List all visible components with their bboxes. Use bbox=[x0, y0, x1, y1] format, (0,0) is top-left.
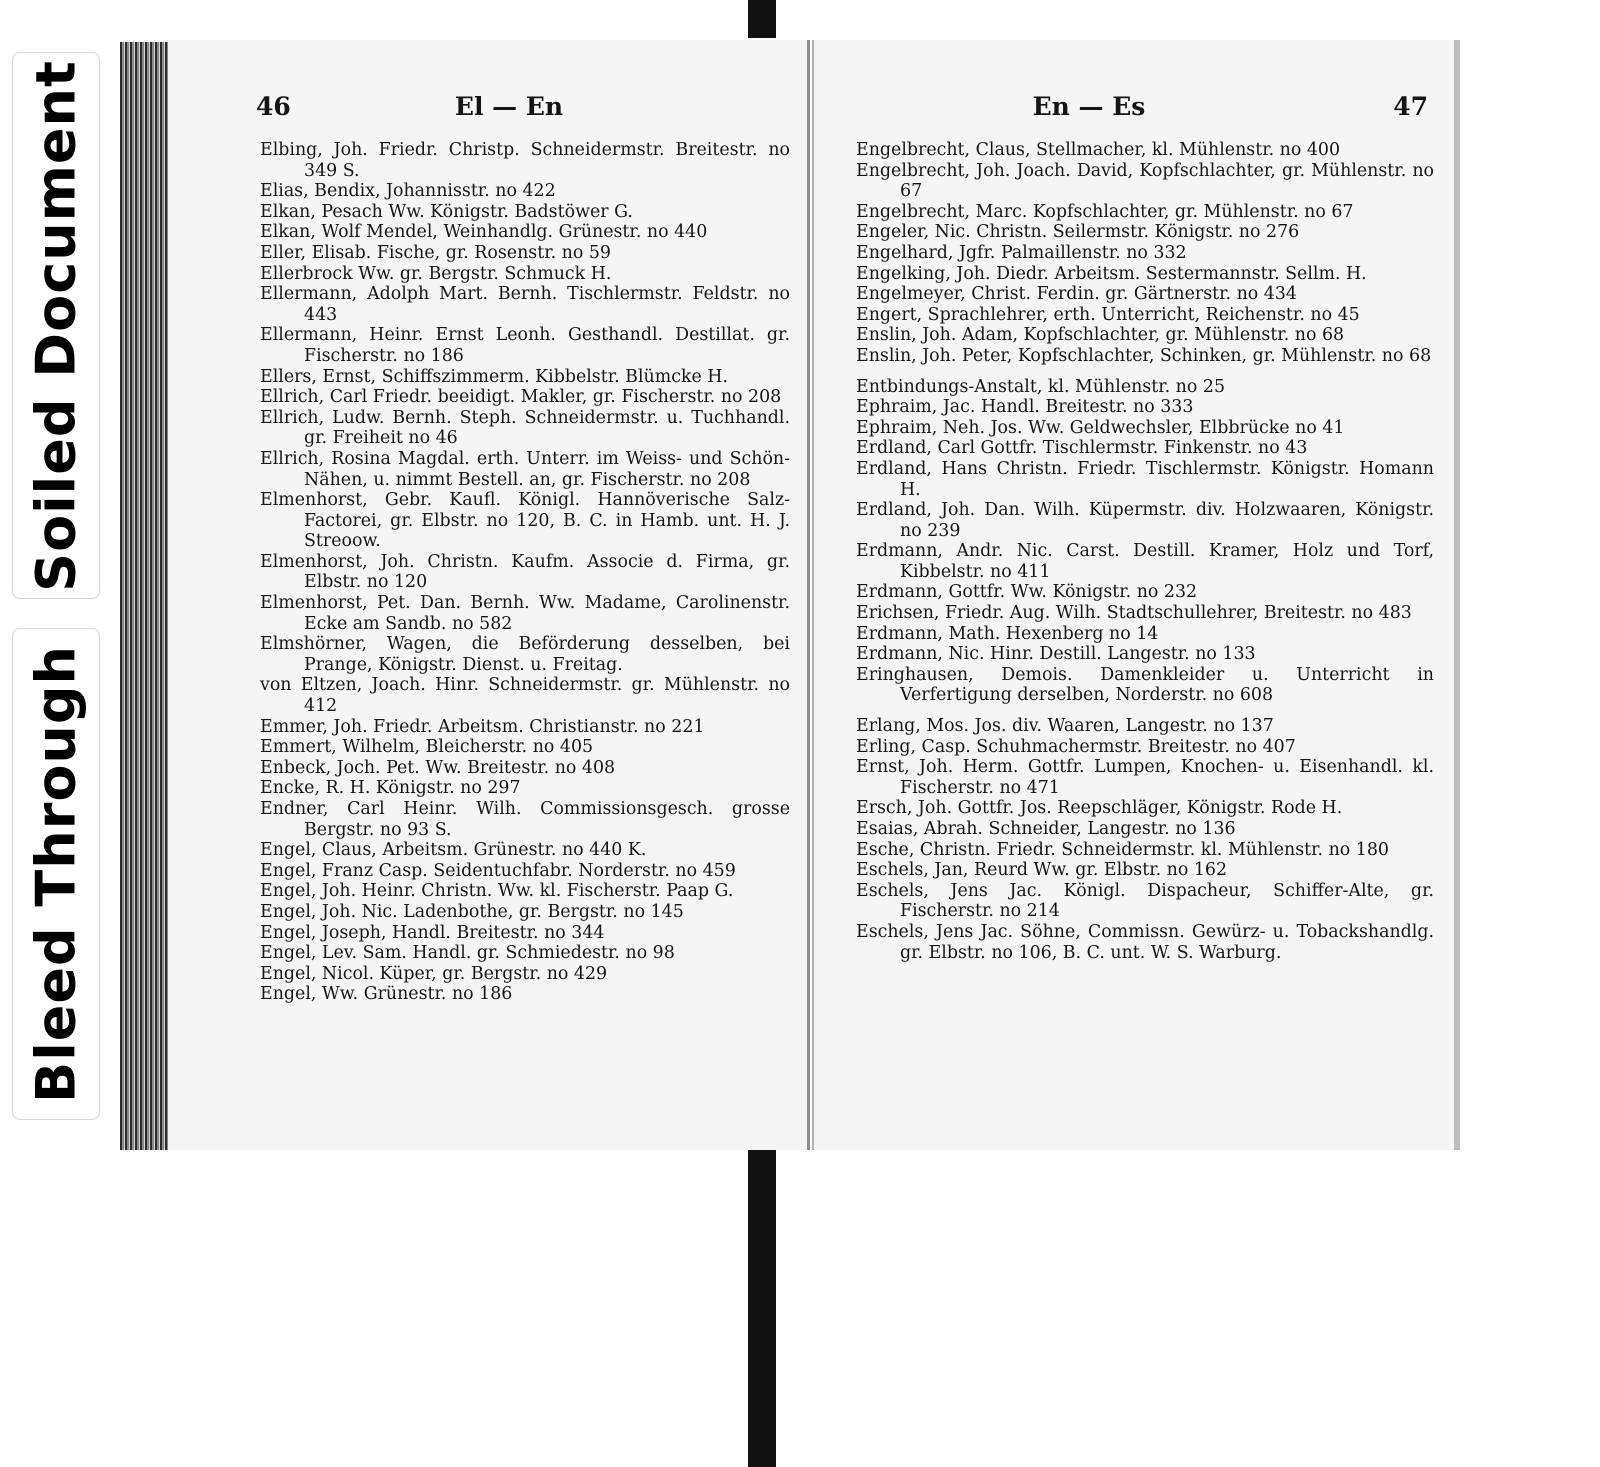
directory-entry: Ellrich, Rosina Magdal. erth. Unterr. im Weiss- und Schön-Nähen, u. nimmt Bestell. an, gr. Fischerstr. no 208 bbox=[260, 448, 790, 490]
right-page-header: En — Es bbox=[1032, 92, 1146, 121]
directory-entry: Erichsen, Friedr. Aug. Wilh. Stadtschullehrer, Breitestr. no 483 bbox=[856, 603, 1412, 624]
bleed-through-label: Bleed Through bbox=[24, 645, 88, 1103]
directory-entry: Engel, Ww. Grünestr. no 186 bbox=[260, 984, 513, 1005]
left-page-number: 46 bbox=[256, 92, 291, 121]
soiled-document-label: Soiled Document bbox=[24, 59, 88, 592]
directory-entry: Engel, Nicol. Küper, gr. Bergstr. no 429 bbox=[260, 963, 608, 984]
directory-entry: Ellermann, Adolph Mart. Bernh. Tischlermstr. Feldstr. no 443 bbox=[260, 284, 790, 325]
directory-entry: Ersch, Joh. Gottfr. Jos. Reepschläger, Königstr. Rode H. bbox=[856, 798, 1343, 819]
directory-entry: Engert, Sprachlehrer, erth. Unterricht, Reichenstr. no 45 bbox=[856, 304, 1360, 325]
directory-entry: Ellerbrock Ww. gr. Bergstr. Schmuck H. bbox=[260, 263, 612, 284]
directory-entry: Elmenhorst, Pet. Dan. Bernh. Ww. Madame, Carolinenstr. Ecke am Sandb. no 582 bbox=[260, 593, 790, 634]
directory-entry: Elkan, Pesach Ww. Königstr. Badstöwer G. bbox=[260, 201, 633, 222]
directory-entry: Elmenhorst, Joh. Christn. Kaufm. Associe d. Firma, gr. Elbstr. no 120 bbox=[260, 551, 790, 593]
left-page-header: El — En bbox=[454, 92, 564, 121]
directory-entry: Erling, Casp. Schuhmachermstr. Breitestr. no 407 bbox=[856, 736, 1296, 757]
directory-entry: Ephraim, Neh. Jos. Ww. Geldwechsler, Elbbrücke no 41 bbox=[856, 417, 1345, 438]
directory-entry: Elmenhorst, Gebr. Kaufl. Königl. Hannöverische Salz-Factorei, gr. Elbstr. no 120, B. C. in Hamb. unt. H. J. Streoow. bbox=[260, 490, 790, 552]
directory-entry: Elkan, Wolf Mendel, Weinhandlg. Grünestr. no 440 bbox=[260, 222, 708, 243]
left-page bbox=[168, 40, 810, 1150]
directory-entry: Emmer, Joh. Friedr. Arbeitsm. Christianstr. no 221 bbox=[260, 716, 705, 737]
directory-entry: Enslin, Joh. Adam, Kopfschlachter, gr. Mühlenstr. no 68 bbox=[856, 325, 1345, 346]
right-page-number: 47 bbox=[1393, 92, 1428, 121]
directory-entry: Erdmann, Nic. Hinr. Destill. Langestr. no 133 bbox=[856, 644, 1256, 665]
directory-entry: Erdland, Carl Gottfr. Tischlermstr. Finkenstr. no 43 bbox=[856, 438, 1308, 459]
directory-entry: Entbindungs-Anstalt, kl. Mühlenstr. no 25 bbox=[856, 376, 1226, 397]
bleed-through-tab bbox=[12, 628, 100, 1120]
directory-entry: Engelmeyer, Christ. Ferdin. gr. Gärtnerstr. no 434 bbox=[856, 284, 1297, 305]
directory-entry: Erdland, Hans Christn. Friedr. Tischlermstr. Königstr. Homann H. bbox=[856, 458, 1434, 500]
directory-entry: Eschels, Jens Jac. Königl. Dispacheur, Schiffer-Alte, gr. Fischerstr. no 214 bbox=[856, 880, 1434, 922]
right-page bbox=[812, 40, 1460, 1150]
directory-entry: Erdmann, Andr. Nic. Carst. Destill. Kramer, Holz und Torf, Kibbelstr. no 411 bbox=[856, 541, 1434, 582]
directory-entry: Esche, Christn. Friedr. Schneidermstr. kl. Mühlenstr. no 180 bbox=[856, 839, 1389, 860]
directory-entry: Esaias, Abrah. Schneider, Langestr. no 136 bbox=[856, 819, 1236, 839]
directory-entry: Erdland, Joh. Dan. Wilh. Küpermstr. div. Holzwaaren, Königstr. no 239 bbox=[856, 500, 1434, 541]
directory-entry: Eschels, Jan, Reurd Ww. gr. Elbstr. no 162 bbox=[856, 860, 1228, 881]
directory-entry: Engelhard, Jgfr. Palmaillenstr. no 332 bbox=[856, 242, 1187, 263]
directory-entry: Engel, Franz Casp. Seidentuchfabr. Norderstr. no 459 bbox=[260, 860, 736, 881]
spine-top bbox=[748, 0, 776, 38]
book-page-edges bbox=[120, 42, 168, 1150]
directory-entry: Enslin, Joh. Peter, Kopfschlachter, Schinken, gr. Mühlenstr. no 68 bbox=[856, 345, 1432, 366]
directory-entry: Engeler, Nic. Christn. Seilermstr. Königstr. no 276 bbox=[856, 222, 1300, 243]
directory-entry: Engelbrecht, Marc. Kopfschlachter, gr. Mühlenstr. no 67 bbox=[856, 201, 1354, 222]
directory-entry: Engel, Lev. Sam. Handl. gr. Schmiedestr. no 98 bbox=[260, 943, 675, 964]
directory-entry: Engelbrecht, Joh. Joach. David, Kopfschlachter, gr. Mühlenstr. no 67 bbox=[856, 160, 1434, 202]
directory-entry: Elbing, Joh. Friedr. Christp. Schneidermstr. Breitestr. no 349 S. bbox=[260, 140, 790, 181]
directory-entry: Emmert, Wilhelm, Bleicherstr. no 405 bbox=[260, 737, 594, 758]
right-entry-list bbox=[856, 140, 1434, 963]
directory-entry: Engelking, Joh. Diedr. Arbeitsm. Sestermannstr. Sellm. H. bbox=[856, 263, 1367, 284]
directory-entry: Eller, Elisab. Fische, gr. Rosenstr. no 59 bbox=[260, 242, 611, 263]
directory-entry: Ephraim, Jac. Handl. Breitestr. no 333 bbox=[856, 397, 1194, 418]
directory-entry: Ellers, Ernst, Schiffszimmerm. Kibbelstr. Blümcke H. bbox=[260, 366, 729, 387]
directory-entry: Eschels, Jens Jac. Söhne, Commissn. Gewürz- u. Tobackshandlg. gr. Elbstr. no 106, B. C. unt. W. S. Warburg. bbox=[856, 921, 1434, 963]
directory-entry: von Eltzen, Joach. Hinr. Schneidermstr. gr. Mühlenstr. no 412 bbox=[260, 675, 790, 717]
directory-entry: Engel, Claus, Arbeitsm. Grünestr. no 440 K. bbox=[260, 840, 647, 861]
directory-entry: Engel, Joh. Nic. Ladenbothe, gr. Bergstr. no 145 bbox=[260, 901, 684, 922]
directory-entry: Elias, Bendix, Johannisstr. no 422 bbox=[260, 181, 556, 202]
directory-entry: Engelbrecht, Claus, Stellmacher, kl. Mühlenstr. no 400 bbox=[856, 140, 1341, 160]
directory-entry: Erlang, Mos. Jos. div. Waaren, Langestr. no 137 bbox=[856, 716, 1274, 737]
directory-entry: Elmshörner, Wagen, die Beförderung desselben, bei Prange, Königstr. Dienst. u. Freitag. bbox=[260, 634, 790, 675]
directory-entry: Erdmann, Math. Hexenberg no 14 bbox=[856, 623, 1159, 644]
soiled-document-tab bbox=[12, 52, 100, 599]
directory-entry: Ellrich, Ludw. Bernh. Steph. Schneidermstr. u. Tuchhandl. gr. Freiheit no 46 bbox=[260, 407, 790, 449]
directory-entry: Engel, Joh. Heinr. Christn. Ww. kl. Fischerstr. Paap G. bbox=[260, 881, 734, 902]
directory-entry: Endner, Carl Heinr. Wilh. Commissionsgesch. grosse Bergstr. no 93 S. bbox=[260, 799, 790, 840]
directory-entry: Engel, Joseph, Handl. Breitestr. no 344 bbox=[260, 922, 605, 943]
directory-entry: Eringhausen, Demois. Damenkleider u. Unterricht in Verfertigung derselben, Norderstr. no 608 bbox=[856, 664, 1434, 706]
directory-entry: Erdmann, Gottfr. Ww. Königstr. no 232 bbox=[856, 582, 1198, 603]
spine-bottom bbox=[748, 1140, 776, 1467]
directory-entry: Enbeck, Joch. Pet. Ww. Breitestr. no 408 bbox=[260, 757, 616, 778]
directory-entry: Encke, R. H. Königstr. no 297 bbox=[260, 778, 521, 799]
directory-entry: Ellrich, Carl Friedr. beeidigt. Makler, gr. Fischerstr. no 208 bbox=[260, 387, 782, 408]
directory-entry: Ernst, Joh. Herm. Gottfr. Lumpen, Knochen- u. Eisenhandl. kl. Fischerstr. no 471 bbox=[856, 757, 1434, 798]
left-entry-list bbox=[260, 140, 790, 1005]
directory-entry: Ellermann, Heinr. Ernst Leonh. Gesthandl. Destillat. gr. Fischerstr. no 186 bbox=[260, 325, 790, 366]
